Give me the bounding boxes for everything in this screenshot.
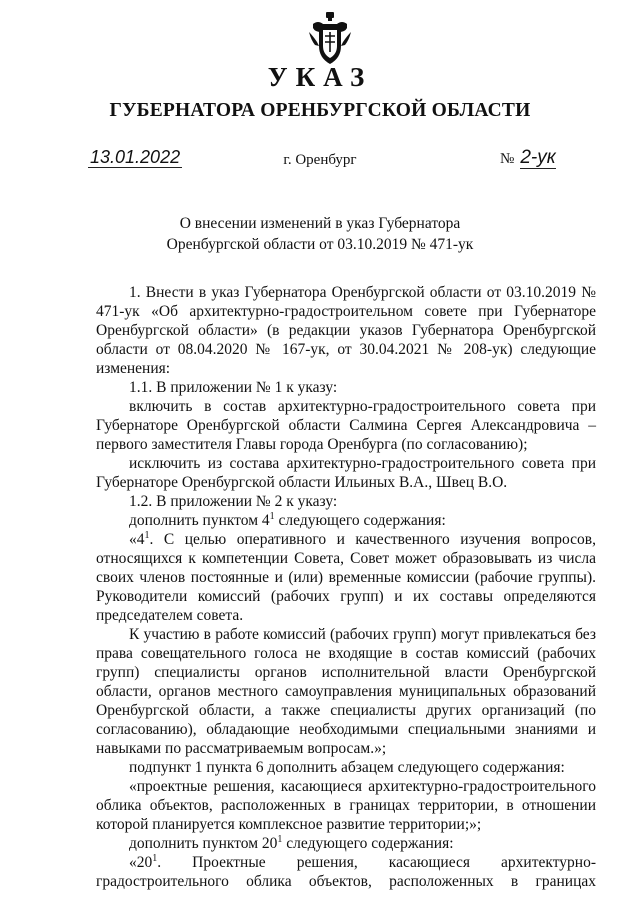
- paragraph: К участию в работе комиссий (рабочих групп) могут привлекаться без права совещательного голоса не входящие в состав комиссий (рабочих групп) специалисты органов исполнительной власти Оренбургской области, органов местного самоуправления муниципальных образований Оренбургской области, а также специалисты других организаций (по согласованию), обладающие необходимыми специальными знаниями и навыками по рассматриваемым вопросам.»;: [96, 626, 596, 757]
- paragraph: дополнить пунктом $4^1$ следующего содержания:: [129, 510, 446, 529]
- paragraph: 1.2. В приложении № 2 к указу:: [129, 493, 338, 510]
- decree-caption: О внесении изменений в указ Губернатора Оренбургской области от 03.10.2019 № 471-ук: [166, 215, 474, 253]
- paragraph: дополнить пунктом $20^1$ следующего содержания:: [129, 833, 454, 852]
- decree-body: [96, 283, 596, 891]
- paragraph: подпункт 1 пункта 6 дополнить абзацем следующего содержания:: [129, 759, 565, 776]
- decree-number: № 2-ук: [500, 147, 556, 168]
- paragraph: «$20^1$. Проектные решения, касающиеся архитектурно-градостроительного облика объектов, расположенных в границах: [96, 852, 596, 890]
- decree-city: г. Оренбург: [283, 152, 357, 168]
- paragraph: 1. Внести в указ Губернатора Оренбургской области от 03.10.2019 № 471-ук «Об архитектурно-градостроительном совете при Губернаторе Оренбургской области» (в редакции указов Губернатора Оренбургской области от 08.04.2020 № 167-ук, от 30.04.2021 № 208-ук) следующие изменения:: [96, 284, 596, 377]
- paragraph: 1.1. В приложении № 1 к указу:: [129, 379, 338, 396]
- paragraph: «$4^1$. С целью оперативного и качественного изучения вопросов, относящихся к компетенции Совета, Совет может образовывать из числа своих членов постоянные и (или) временные комиссии (рабочие группы). Руководители комиссий (рабочих групп) и их составы определяются председателем совета.: [96, 529, 596, 624]
- paragraph: исключить из состава архитектурно-градостроительного совета при Губернаторе Оренбургской области Ильиных В.А., Швец В.О.: [96, 455, 596, 491]
- document-title: УКАЗ: [267, 62, 373, 92]
- coat-of-arms-icon: [309, 12, 351, 66]
- paragraph: «проектные решения, касающиеся архитектурно-градостроительного облика объектов, расположенных в границах территории, в отношении которой планируется комплексное развитие территории;»;: [96, 778, 596, 833]
- decree-date: 13.01.2022: [90, 147, 181, 167]
- document-subtitle: ГУБЕРНАТОРА ОРЕНБУРГСКОЙ ОБЛАСТИ: [109, 100, 531, 121]
- paragraph: включить в состав архитектурно-градостроительного совета при Губернаторе Оренбургской области Салмина Сергея Александровича – первого заместителя Главы города Оренбурга (по согласованию);: [96, 398, 596, 453]
